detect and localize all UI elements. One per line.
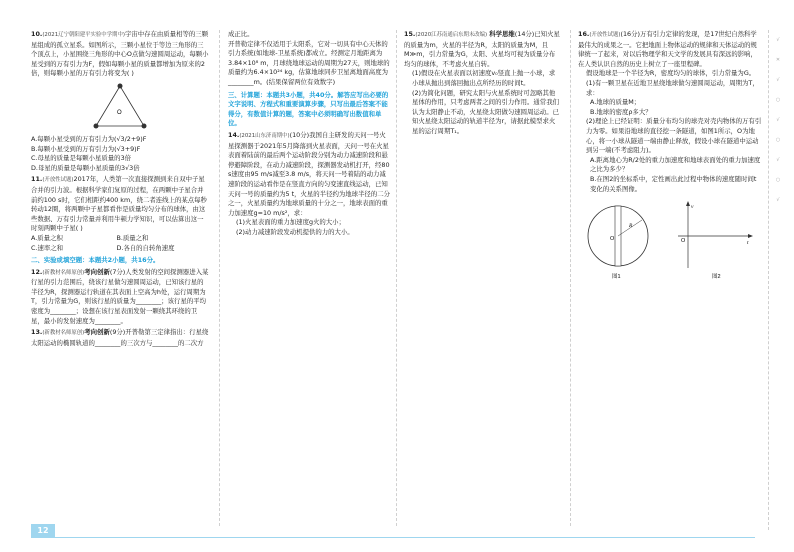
sub-question-1: (1)假设在火星表面以初速度v₀竖直上抛一小球，求小球从抛出到落回抛出点所经历的时间t。 xyxy=(412,69,556,87)
question-source: (2021辽宁朝阳建平实验中学期中) xyxy=(42,32,125,38)
figures xyxy=(578,198,762,286)
option-a: A.每颗小星受到的万有引力为(√3/2+9)F xyxy=(31,134,147,143)
margin-mark: ○ xyxy=(775,137,781,143)
triangle-diagram xyxy=(90,82,150,132)
sub-question-1: (1)有一颗卫星在近地卫星绕地球做匀速圆周运动，周期为T，求： xyxy=(586,78,759,97)
margin-mark: ○ xyxy=(775,177,781,183)
page-number: 12 xyxy=(31,524,55,538)
option-a: A.质量之积 xyxy=(31,233,63,242)
paragraph: 假设地球是一个半径为R，密度均匀的球体，引力常量为G。 xyxy=(586,69,756,78)
question-text: (14分)已知火星的质量为m，火星的半径为R，太阳的质量为M，且M≫m，引力常量为G，太阳、火星均可视为质量分布均匀的球体，不考虑火星自转。 xyxy=(404,30,560,68)
question-text: (10分)我国自主研发的天问一号火星探测器于2021年5月降落到火星表面，天问一号在火星表面着陆前的最后两个运动阶段分别为动力减速阶段和悬停避障阶段，在动力减速阶段，探测器发动机打开，经80 s速度由95 m/s减至3.8 m/s，将天问一号着陆的动力减速阶段的运动看作是在竖直方向的匀变速直线运动，已知天问一号的质量约为5 t，火星的半径约为地球半径的二分之一，火星质量约为地球质量的十分之一，地球表面的重力加速度g=10 m/s²，求： xyxy=(228,130,390,217)
figure-diagrams xyxy=(578,198,758,282)
option-c: C.母星的质量是每颗小星质量的3倍 xyxy=(31,154,132,163)
question-number: 11. xyxy=(31,175,43,184)
question-source: (2020江苏南通启东期末改编) xyxy=(415,32,488,38)
figure-1 xyxy=(588,206,648,280)
option-b: B.质量之和 xyxy=(116,233,149,242)
column-3 xyxy=(404,30,561,139)
svg-text:R: R xyxy=(629,223,633,230)
axis-t-label: t xyxy=(747,240,749,247)
question-15 xyxy=(404,30,561,137)
question-number: 16. xyxy=(578,30,590,38)
figure-2 xyxy=(678,201,753,280)
column-1 xyxy=(31,30,209,350)
question-tag: 考向创新 xyxy=(84,328,110,337)
footer-rule xyxy=(55,537,755,538)
margin-mark: √ xyxy=(776,77,780,83)
figure-1-caption: 图1 xyxy=(612,274,621,281)
column-divider xyxy=(570,30,571,526)
column-divider xyxy=(219,30,220,526)
question-source: (开放性试题) xyxy=(42,177,74,184)
sub-question-2: (2)为简化问题，研究太阳与火星系统时可忽略其他星体的作用，只考虑两者之间的引力作用。通常我们认为太阳静止不动，火星绕太阳做匀速圆周运动。已知火星绕太阳运动的轨道半径为r，请据此模型求火星的运行周期T₁。 xyxy=(412,88,559,135)
question-number: 14. xyxy=(228,130,240,139)
margin-mark: √ xyxy=(776,37,780,43)
figure-2-caption: 图2 xyxy=(712,274,721,281)
sub-question-2: (2)理论上已经证明：质量分布均匀的球壳对壳内物体的万有引力为零。如果沿地球的直径挖一条隧道，如图1所示，O为地心，将一小球从隧道一端由静止释放，假设小球在隧道中运动到另一端(不考虑阻力)。 xyxy=(586,117,762,155)
question-source: (2021山东济南期中) xyxy=(239,132,290,139)
sub-question-2a: A.距离地心为R/2处的重力加速度和地球表面处的重力加速度之比为多少？ xyxy=(590,155,761,174)
margin-mark: √ xyxy=(776,117,780,123)
sub-question-1a: A.地球的质量M； xyxy=(590,98,641,107)
margin-mark: ○ xyxy=(775,97,781,103)
margin-mark: √ xyxy=(776,157,780,163)
svg-text:O: O xyxy=(681,238,686,245)
question-number: 10. xyxy=(31,30,43,38)
question-tag: 考向创新 xyxy=(84,267,110,276)
margin-mark: ✕ xyxy=(775,57,781,63)
question-number: 15. xyxy=(404,30,416,38)
axis-v-label: v xyxy=(691,204,694,211)
question-number: 12. xyxy=(31,267,43,276)
question-source: (新教材名师原创) xyxy=(42,330,85,337)
question-10 xyxy=(31,30,209,173)
option-d: D.各自的自转角速度 xyxy=(116,243,175,252)
sub-question-1: (1)火星表面的重力加速度g火的大小； xyxy=(236,218,345,227)
sub-question-1b: B.地球的密度ρ多大？ xyxy=(590,107,652,116)
question-number: 13. xyxy=(31,328,43,337)
question-16 xyxy=(578,30,762,286)
question-14 xyxy=(228,131,390,238)
question-12 xyxy=(31,268,209,327)
question-text: (7分)人类发射的空间探测器进入某行星的引力范围后，绕该行星做匀速圆周运动，已知该行星的半径为R，探测器运行轨道在其表面上空高为h处，运行周期为T，引力常量为G，则该行星的质量为________；该行星的平均密度为________；设想在该行星表面发射一颗绕其环绕的卫星，最小的发射速度为________。 xyxy=(31,267,209,325)
option-b: B.每颗小星受到的万有引力为(√3+9)F xyxy=(31,144,141,153)
option-c: C.速率之和 xyxy=(31,243,64,252)
question-text: 宇宙中存在由质量相等的三颗星组成的孤立星系。如图所示，三颗小星位于等边三角形的三个顶点上，小星围绕三角形的中心O点做匀速圆周运动，每颗小星受到的万有引力为F，假如每颗小星的质量都增加为原来的2倍，则每颗小星的万有引力将变为( ) xyxy=(31,30,209,78)
center-label: O xyxy=(117,109,122,116)
question-source: (新教材名师原创) xyxy=(42,269,85,276)
question-text: (16分)万有引力定律的发现，是17世纪自然科学最伟大的成果之一。它把地面上物体运动的规律和天体运动的规律统一了起来，对以后物理学和天文学的发展具有深远的影响，在人类认识自然的历史上树立了一座里程碑。 xyxy=(578,30,757,68)
center-label: O xyxy=(610,236,615,243)
question-11 xyxy=(31,175,209,253)
section-2-heading: 二、实验或填空题：本题共2小题，共16分。 xyxy=(31,256,160,265)
margin-marks xyxy=(772,30,784,210)
column-divider xyxy=(396,30,397,526)
sub-question-2: (2)动力减速阶段发动机提供的力的大小。 xyxy=(236,227,354,236)
column-4 xyxy=(578,30,762,288)
margin-line xyxy=(768,30,770,530)
question-text: (9分)开普勒第三定律指出：行星绕太阳运动的椭圆轨道的________的三次方与________的二次方 xyxy=(31,328,209,347)
question-text: 2017年，人类第一次直接探测到来自双中子星合并的引力波。根据科学家们复原的过程，在两颗中子星合并前约100 s时，它们相距约400 km，绕二者连线上的某点每秒转动12圈，将两颗中子星都看作是质量均匀分布的球体，由这些数据、万有引力常量并利用牛顿力学知识，可以估算出这一时刻两颗中子星( ) xyxy=(31,175,207,233)
section-3-heading: 三、计算题：本题共3小题，共40分。解答应写出必要的文字说明、方程式和重要演算步骤，只写出最后答案不能得分，有数值计算的题，答案中必须明确写出数值和单位。 xyxy=(228,90,389,128)
margin-mark: √ xyxy=(776,197,780,203)
question-13-continued xyxy=(228,30,390,88)
sub-question-2b: B.在图2的坐标系中，定性画出此过程中物体的速度随时间t变化的关系图像。 xyxy=(590,174,757,193)
column-2 xyxy=(228,30,390,239)
question-13 xyxy=(31,328,209,348)
question-tag: 科学思维 xyxy=(489,30,515,38)
option-d: D.母星的质量是每颗小星质量的3√3倍 xyxy=(31,163,140,172)
question-source: (开放性试题) xyxy=(589,32,621,38)
question-text: 成正比。 开普勒定律不仅适用于太阳系，它对一切具有中心天体的引力系统(如地球-卫星系统)都成立。经测定月地距离为3.84×10⁸ m，月球绕地球运动的周期为27天，则地球的质量约为6.4×10²⁴ kg，估算地球同步卫星离地面高度为________m。(结果保留两位有效数字) xyxy=(228,30,390,86)
